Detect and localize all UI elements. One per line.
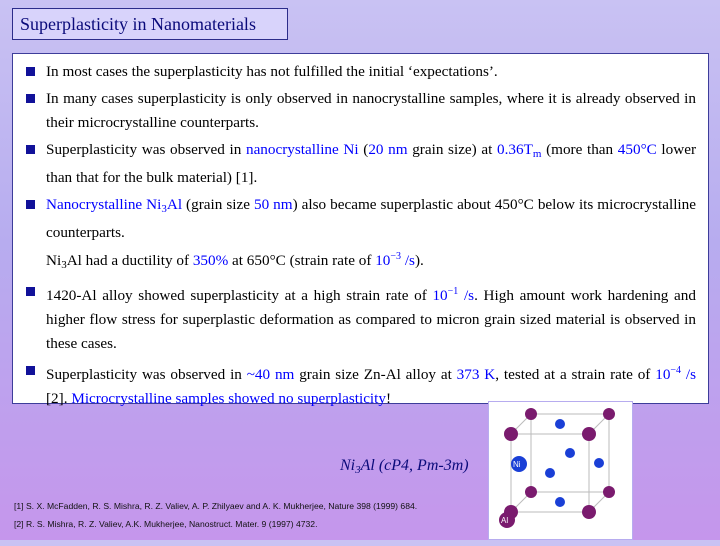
bullet-marker-icon: [26, 366, 35, 375]
reference-2: [2] R. S. Mishra, R. Z. Valiev, A.K. Mukherjee, Nanostruct. Mater. 9 (1997) 4732.: [14, 519, 318, 529]
bullet-marker-icon: [26, 200, 35, 209]
legend-ni: [511, 456, 527, 472]
ni-atom: [594, 458, 604, 468]
bullet-3: Superplasticity was observed in nanocrystalline Ni (20 nm grain size) at $0.36T_m$ (more than 450°C lower than that for the bulk material) [1].: [13, 138, 708, 190]
bullet-marker-icon: [26, 67, 35, 76]
al-atom: [582, 505, 596, 519]
bullet-4: Nanocrystalline $Ni_3Al$ (grain size 50 nm) also became superplastic about 450°C below its microcrystalline counterparts. $Ni_3Al$ had a ductility of 350% at 650°C (strain rate of $10^{-3}$ /s).: [13, 193, 708, 277]
al-atom: [603, 408, 615, 420]
bullet-marker-icon: [26, 287, 35, 296]
al-atom: [504, 427, 518, 441]
al-atom: [582, 427, 596, 441]
crystal-structure-figure: [488, 401, 633, 540]
reference-1: [1] S. X. McFadden, R. S. Mishra, R. Z. Valiev, A. P. Zhilyaev and A. K. Mukherjee, Nature 398 (1999) 684.: [14, 501, 418, 511]
al-atom: [525, 408, 537, 420]
bullet-1: In most cases the superplasticity has not fulfilled the initial ‘expectations’.: [13, 60, 708, 84]
ni-atom: [555, 497, 565, 507]
legend-al: [499, 512, 515, 528]
ni-atom: [545, 468, 555, 478]
legend-al-label: Al: [501, 516, 509, 525]
slide-title: Superplasticity in Nanomaterials: [20, 13, 256, 34]
crystal-formula-label: Ni3Al (cP4, Pm-3m): [340, 457, 469, 476]
bullet-2: In many cases superplasticity is only observed in nanocrystalline samples, where it is already observed in their microcrystalline counterparts.: [13, 87, 708, 135]
content-panel: [12, 53, 709, 407]
crystal-structure-svg: [489, 402, 634, 541]
bullet-list: [13, 60, 708, 414]
al-atom: [525, 486, 537, 498]
ni-atom: [565, 448, 575, 458]
al-atom: [603, 486, 615, 498]
slide-title-box: [12, 8, 288, 40]
bullet-marker-icon: [26, 94, 35, 103]
ni-atom: [555, 419, 565, 429]
legend-ni-label: Ni: [513, 460, 521, 469]
bullet-marker-icon: [26, 145, 35, 154]
bullet-6: Superplasticity was observed in ~40 nm grain size Zn-Al alloy at 373 K, tested at a strain rate of $10^{-4}$ /s [2]. Microcrystalline samples showed no superplasticity!: [13, 359, 708, 411]
bullet-5: 1420-Al alloy showed superplasticity at a high strain rate of $10^{-1}$ /s. High amount work hardening and higher flow stress for superplastic deformation as compared to micron grain sized material is observed in these cases.: [13, 280, 708, 356]
